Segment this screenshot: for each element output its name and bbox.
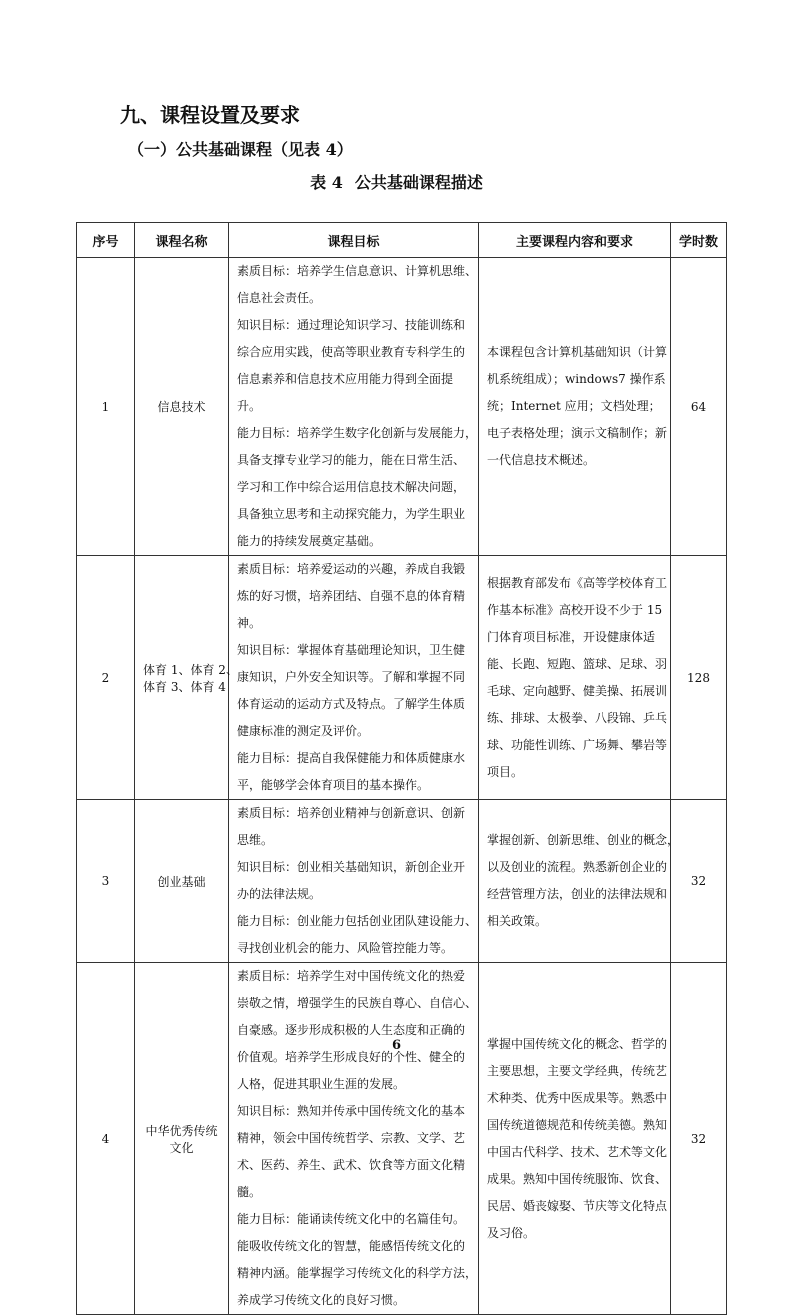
cell-goals — [229, 556, 479, 800]
cell-content-line: 本课程包含计算机基础知识（计算 — [487, 345, 668, 359]
section-heading: 九、课程设置及要求 — [120, 103, 300, 127]
cell-goals-line: 素质目标：培养学生信息意识、计算机思维、 — [237, 264, 478, 278]
cell-content-line: 项目。 — [487, 764, 524, 779]
cell-goals-line: 康知识，户外安全知识等。了解和掌握不同 — [237, 670, 466, 684]
cell-goals-line: 知识目标：熟知并传承中国传统文化的基本 — [237, 1104, 466, 1118]
cell-goals-line: 神。 — [237, 616, 262, 630]
table-header-row — [77, 223, 727, 258]
cell-hours: 64 — [671, 258, 727, 556]
cell-goals-line: 自豪感。逐步形成积极的人生态度和正确的 — [237, 1023, 466, 1037]
course-table — [76, 222, 727, 1315]
table-number: 表 4 — [310, 173, 343, 192]
header-content: 主要课程内容和要求 — [479, 223, 671, 258]
cell-course-name-line: 创业基础 — [157, 874, 206, 889]
cell-content-line: 相关政策。 — [487, 914, 548, 928]
table-row — [77, 800, 727, 963]
cell-content-line: 根据教育部发布《高等学校体育工 — [487, 575, 668, 590]
cell-course-name-line: 中华优秀传统 — [145, 1123, 218, 1138]
cell-content-line: 以及创业的流程。熟悉新创企业的 — [487, 860, 668, 874]
cell-no: 4 — [77, 963, 135, 1315]
cell-goals-line: 能力目标：能诵读传统文化中的名篇佳句。 — [237, 1212, 466, 1226]
cell-goals-line: 精神内涵。能掌握学习传统文化的科学方法， — [237, 1266, 478, 1280]
cell-content-line: 术种类、优秀中医成果等。熟悉中 — [487, 1090, 668, 1105]
header-no: 序号 — [77, 223, 135, 258]
header-hours: 学时数 — [671, 223, 727, 258]
cell-goals — [229, 258, 479, 556]
cell-goals-line: 具备支撑专业学习的能力，能在日常生活、 — [237, 453, 466, 467]
cell-goals-line: 升。 — [237, 399, 262, 413]
header-name: 课程名称 — [135, 223, 229, 258]
cell-content-line: 民居、婚丧嫁娶、节庆等文化特点 — [487, 1198, 668, 1213]
cell-goals-line: 综合应用实践，使高等职业教育专科学生的 — [237, 345, 466, 359]
cell-content-line: 掌握创新、创新思维、创业的概念， — [487, 833, 680, 847]
cell-goals-line: 具备独立思考和主动探究能力，为学生职业 — [237, 507, 466, 521]
cell-content-line: 经营管理方法，创业的法律法规和 — [487, 887, 668, 901]
cell-goals-line: 崇敬之情，增强学生的民族自尊心、自信心、 — [237, 996, 478, 1010]
cell-content-line: 球、功能性训练、广场舞、攀岩等 — [487, 737, 668, 752]
cell-content-line: 机系统组成）；windows7 操作系 — [487, 372, 666, 386]
cell-content-line: 统；Internet 应用；文档处理； — [487, 399, 661, 413]
cell-content — [479, 800, 680, 963]
cell-course-name-line: 体育 3、体育 4 — [143, 679, 226, 694]
cell-content-line: 电子表格处理；演示文稿制作；新 — [487, 426, 668, 440]
cell-goals-line: 价值观。培养学生形成良好的个性、健全的 — [237, 1050, 466, 1064]
cell-goals-line: 平，能够学会体育项目的基本操作。 — [237, 778, 430, 792]
header-goals: 课程目标 — [229, 223, 479, 258]
cell-goals-line: 知识目标：创业相关基础知识，新创企业开 — [237, 860, 466, 874]
cell-goals-line: 能力目标：提高自我保健能力和体质健康水 — [237, 751, 466, 765]
cell-goals-line: 知识目标：通过理论知识学习、技能训练和 — [237, 318, 466, 332]
cell-no: 2 — [77, 556, 135, 800]
cell-goals-line: 术、医药、养生、武术、饮食等方面文化精 — [237, 1158, 466, 1172]
cell-content-line: 国传统道德规范和传统美德。熟知 — [487, 1117, 668, 1132]
cell-course-name — [135, 258, 229, 556]
cell-course-name-line: 文化 — [169, 1140, 194, 1155]
cell-goals-line: 信息社会责任。 — [237, 291, 322, 305]
cell-course-name — [135, 963, 229, 1315]
cell-content — [479, 556, 671, 800]
cell-content-line: 一代信息技术概述。 — [487, 453, 596, 467]
cell-hours: 32 — [671, 963, 727, 1315]
cell-goals-line: 精神，领会中国传统哲学、宗教、文学、艺 — [237, 1131, 466, 1145]
cell-no: 3 — [77, 800, 135, 963]
cell-goals-line: 信息素养和信息技术应用能力得到全面提 — [237, 372, 454, 386]
cell-goals-line: 素质目标：培养创业精神与创新意识、创新 — [237, 806, 466, 820]
cell-goals-line: 能力目标：培养学生数字化创新与发展能力， — [237, 426, 478, 440]
cell-content-line: 门体育项目标准，开设健康体适 — [487, 629, 656, 644]
cell-goals-line: 体育运动的运动方式及特点。了解学生体质 — [237, 697, 466, 711]
cell-goals — [229, 800, 479, 963]
cell-goals-line: 能力的持续发展奠定基础。 — [237, 534, 382, 548]
cell-content-line: 及习俗。 — [487, 1225, 536, 1240]
cell-goals-line: 养成学习传统文化的良好习惯。 — [237, 1293, 406, 1307]
cell-hours: 32 — [671, 800, 727, 963]
table-caption — [0, 170, 793, 193]
cell-course-name-line: 体育 1、体育 2、 — [143, 662, 238, 677]
page-number: 6 — [391, 1038, 402, 1053]
cell-content-line: 能、长跑、短跑、篮球、足球、羽 — [487, 656, 668, 671]
cell-content-line: 成果。熟知中国传统服饰、饮食、 — [487, 1171, 668, 1186]
cell-content-line: 毛球、定向越野、健美操、拓展训 — [487, 683, 668, 698]
cell-course-name — [135, 556, 238, 800]
cell-goals — [229, 963, 479, 1315]
cell-content-line: 练、排球、太极拳、八段锦、乒乓 — [487, 710, 668, 725]
table-row — [77, 963, 727, 1315]
cell-goals-line: 健康标准的测定及评价。 — [237, 724, 370, 738]
table-row — [77, 258, 727, 556]
cell-goals-line: 人格，促进其职业生涯的发展。 — [237, 1077, 406, 1091]
cell-goals-line: 素质目标：培养学生对中国传统文化的热爱 — [237, 969, 466, 983]
cell-goals-line: 思维。 — [237, 833, 274, 847]
cell-course-name — [135, 800, 229, 963]
cell-goals-line: 髓。 — [237, 1185, 262, 1199]
cell-goals-line: 学习和工作中综合运用信息技术解决问题， — [237, 480, 466, 494]
cell-goals-line: 素质目标：培养爱运动的兴趣，养成自我锻 — [237, 562, 466, 576]
cell-content — [479, 963, 671, 1315]
cell-no: 1 — [77, 258, 135, 556]
cell-goals-line: 办的法律法规。 — [237, 887, 322, 901]
cell-goals-line: 炼的好习惯，培养团结、自强不息的体育精 — [237, 589, 466, 603]
cell-content-line: 掌握中国传统文化的概念、哲学的 — [487, 1036, 668, 1051]
cell-goals-line: 知识目标：掌握体育基础理论知识，卫生健 — [237, 643, 466, 657]
cell-course-name-line: 信息技术 — [157, 400, 206, 414]
cell-content-line: 作基本标准》高校开设不少于 15 — [487, 602, 663, 617]
cell-hours: 128 — [671, 556, 727, 800]
cell-content-line: 中国古代科学、技术、艺术等文化 — [487, 1144, 668, 1159]
cell-content-line: 主要思想，主要文学经典，传统艺 — [487, 1063, 668, 1078]
cell-goals-line: 能吸收传统文化的智慧，能感悟传统文化的 — [237, 1239, 466, 1253]
table-row — [77, 556, 727, 800]
table-title: 公共基础课程描述 — [354, 173, 483, 192]
cell-content — [479, 258, 671, 556]
subsection-heading: （一）公共基础课程（见表 4） — [128, 140, 353, 159]
cell-goals-line: 寻找创业机会的能力、风险管控能力等。 — [237, 941, 454, 955]
cell-goals-line: 能力目标：创业能力包括创业团队建设能力、 — [237, 914, 478, 928]
